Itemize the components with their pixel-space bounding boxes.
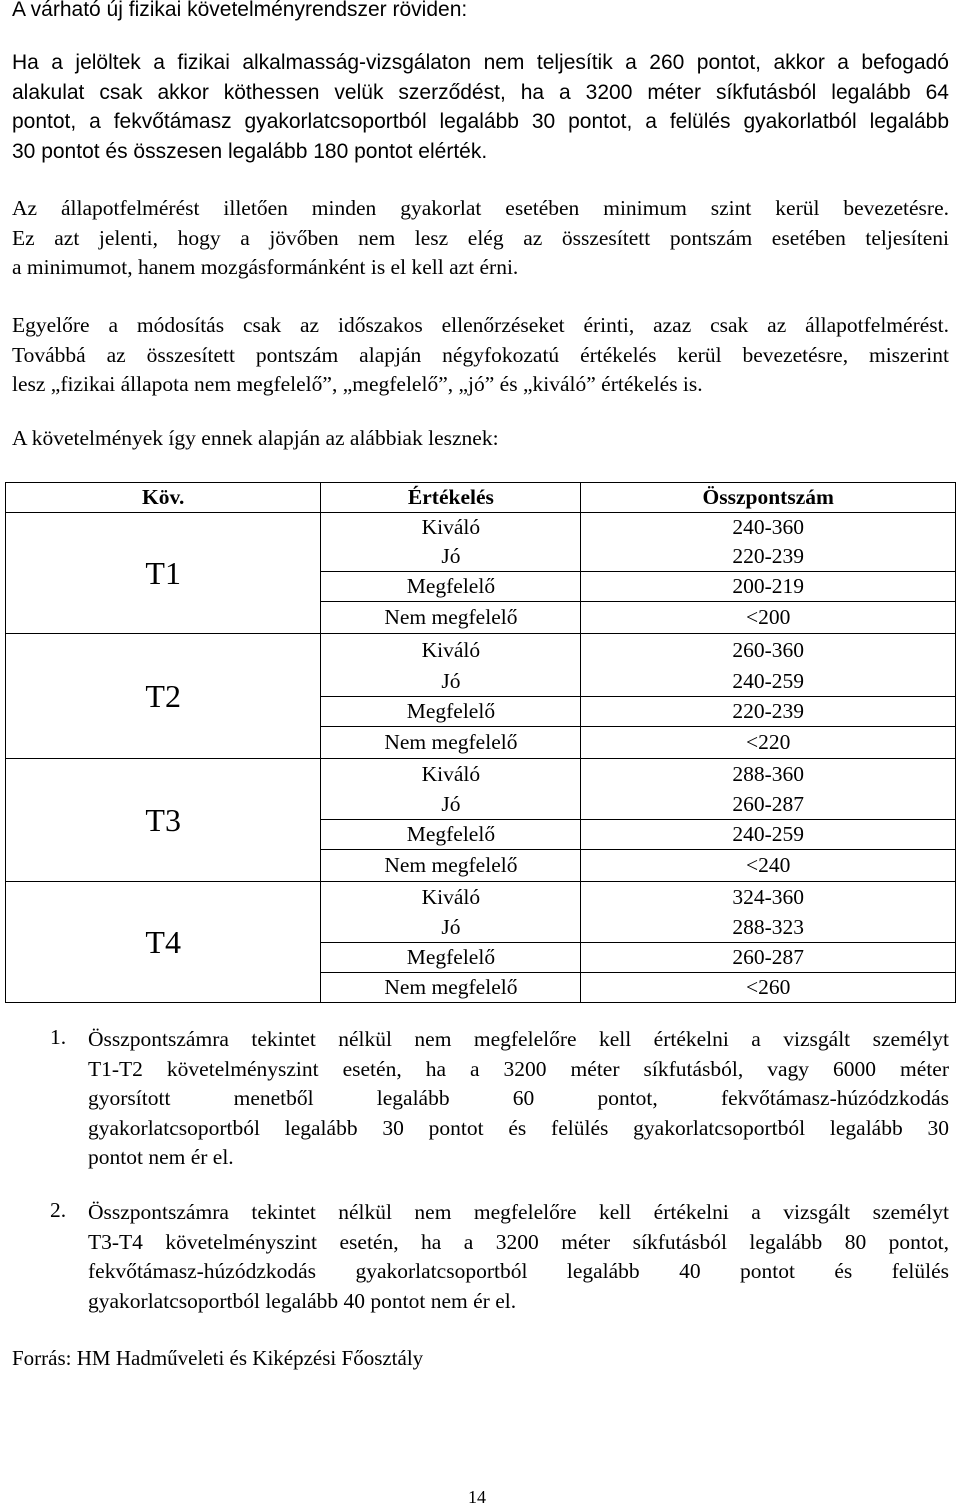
level-cell-t3: T3 [6,759,321,882]
rating-cell: Megfelelő [321,943,581,973]
points-cell: 240-360 [581,513,956,543]
paragraph-line: Ha a jelöltek a fizikai alkalmasság-vizsgálaton nem teljesítik a 260 pontot, akkor a befogadó [12,51,949,74]
points-cell: 288-323 [581,913,956,943]
rating-cell: Megfelelő [321,572,581,602]
note-line: T3-T4 követelményszint esetén, ha a 3200 méter síkfutásból legalább 80 pontot, [88,1229,949,1254]
note-line: Összpontszámra tekintet nélkül nem megfelelőre kell értékelni a vizsgált személyt [88,1027,949,1051]
note-number: 2. [50,1198,67,1222]
rating-cell: Megfelelő [321,820,581,850]
header-points: Összpontszám [581,483,956,513]
requirements-table [5,482,956,1003]
level-cell-t2: T2 [6,634,321,759]
points-cell: <260 [581,973,956,1003]
note-line: T1-T2 követelményszint esetén, ha a 3200 méter síkfutásból, vagy 6000 méter [88,1056,949,1081]
source-citation: Forrás: HM Hadműveleti és Kiképzési Főosztály [12,1346,424,1370]
note-line: gyakorlatcsoportból legalább 40 pontot nem ér el. [88,1288,517,1313]
points-cell: <240 [581,850,956,882]
points-cell: 240-259 [581,820,956,850]
paragraph-evaluation-grades [12,311,949,400]
paragraph-line: lesz „fizikai állapota nem megfelelő”, „megfelelő”, „jó” és „kiváló” értékelés is. [12,372,703,396]
paragraph-line: pontot, a fekvőtámasz gyakorlatcsoportból legalább 30 pontot, a felülés gyakorlatból legalább [12,110,949,133]
level-cell-t1: T1 [6,513,321,634]
points-cell: 288-360 [581,759,956,791]
page-number: 14 [468,1487,486,1507]
note-number: 1. [50,1025,67,1049]
rating-cell: Jó [321,667,581,697]
rating-cell: Nem megfelelő [321,850,581,882]
rating-cell: Nem megfelelő [321,727,581,759]
paragraph-line: Az állapotfelmérést illetően minden gyakorlat esetében minimum szint kerül bevezetésre. [12,196,949,220]
points-cell: 260-287 [581,790,956,820]
points-cell: 220-239 [581,697,956,727]
paragraph-line: a minimumot, hanem mozgásformánként is el kell azt érni. [12,255,519,279]
rating-cell: Nem megfelelő [321,602,581,634]
points-cell: 324-360 [581,882,956,914]
paragraph-line: 30 pontot és összesen legalább 180 pontot elérték. [12,139,488,163]
rating-cell: Kiváló [321,759,581,791]
rating-cell: Megfelelő [321,697,581,727]
rating-cell: Kiváló [321,882,581,914]
points-cell: <200 [581,602,956,634]
rating-cell: Jó [321,913,581,943]
table-row [6,882,956,914]
note-2 [88,1198,949,1316]
level-cell-t4: T4 [6,882,321,1003]
table-row [6,513,956,543]
rating-cell: Nem megfelelő [321,973,581,1003]
table-header-row [6,483,956,513]
points-cell: 220-239 [581,542,956,572]
paragraph-table-intro: A követelmények így ennek alapján az alábbiak lesznek: [12,426,499,450]
paragraph-minimum-levels [12,194,949,283]
points-cell: 200-219 [581,572,956,602]
note-line: pontot nem ér el. [88,1145,234,1169]
paragraph-line: Ez azt jelenti, hogy a jövőben nem lesz elég az összesített pontszám esetében teljesíteni [12,225,949,250]
note-line: fekvőtámasz-húzódzkodás gyakorlatcsoportból legalább 40 pontot és felülés [88,1259,949,1283]
rating-cell: Jó [321,542,581,572]
document-heading: A várható új fizikai követelményrendszer röviden: [12,0,468,21]
table-row [6,759,956,791]
paragraph-line: Egyelőre a módosítás csak az időszakos ellenőrzéseket érinti, azaz csak az állapotfelmérést. [12,313,949,337]
header-rating: Értékelés [321,483,581,513]
rating-cell: Kiváló [321,513,581,543]
rating-cell: Kiváló [321,634,581,668]
points-cell: 260-360 [581,634,956,668]
table-row [6,634,956,668]
note-1 [88,1025,949,1173]
note-line: gyakorlatcsoportból legalább 30 pontot és felülés gyakorlatcsoportból legalább 30 [88,1115,949,1140]
note-line: Összpontszámra tekintet nélkül nem megfelelőre kell értékelni a vizsgált személyt [88,1200,949,1224]
paragraph-line: alakulat csak akkor köthessen velük szerződést, ha a 3200 méter síkfutásból legalább 64 [12,80,949,104]
points-cell: <220 [581,727,956,759]
header-level: Köv. [6,483,321,513]
note-line: gyorsított menetből legalább 60 pontot, fekvőtámasz-húzódzkodás [88,1086,949,1110]
paragraph-requirements-intro [12,48,949,166]
paragraph-line: Továbbá az összesített pontszám alapján négyfokozatú értékelés kerül bevezetésre, miszerint [12,342,949,367]
points-cell: 240-259 [581,667,956,697]
rating-cell: Jó [321,790,581,820]
points-cell: 260-287 [581,943,956,973]
